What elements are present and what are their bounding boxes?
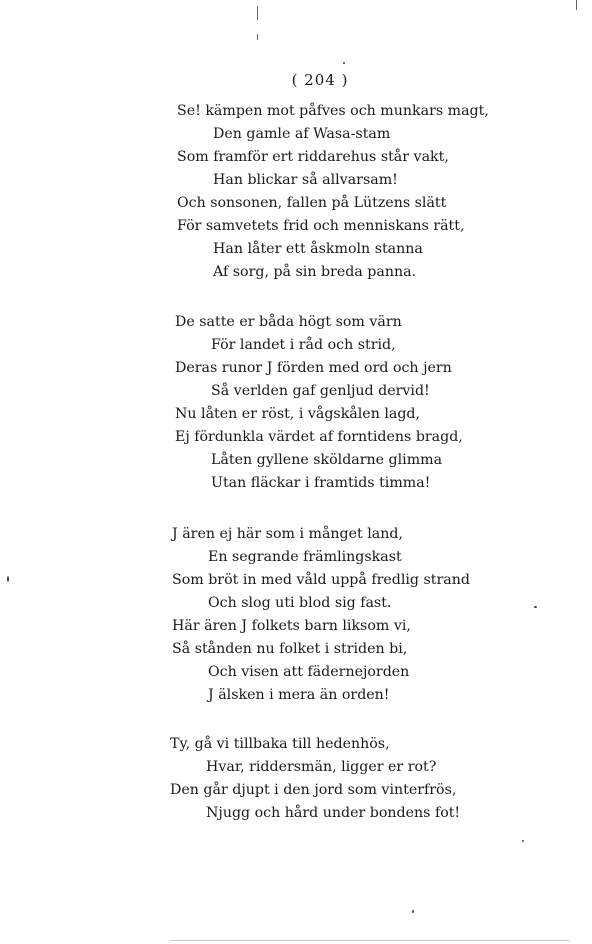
poem-line: De satte er båda högt som värn [175,314,402,330]
poem-line: Utan fläckar i framtids timma! [211,475,431,491]
poem-line: Och slog uti blod sig fast. [208,595,392,611]
poem-line: Han låter ett åskmoln stanna [213,241,423,257]
scan-speck [534,606,537,608]
scan-speck [522,840,524,842]
poem-line: Som bröt in med våld uppå fredlig strand [172,572,470,588]
poem-line: Och sonsonen, fallen på Lützens slätt [177,195,447,211]
scan-speck [343,62,345,64]
scan-artifact [576,0,577,10]
poem-line: Här ären J folkets barn liksom vi, [172,618,411,634]
poem-line: Så stånden nu folket i striden bi, [172,641,408,657]
poem-line: Den gamle af Wasa-stam [213,126,391,142]
poem-line: Ej fördunkla värdet af forntidens bragd, [175,429,463,445]
poem-line: Hvar, riddersmän, ligger er rot? [206,759,437,775]
scan-artifact [257,6,258,20]
poem-line: Ty, gå vi tillbaka till hedenhös, [170,736,390,752]
poem-line: J älsken i mera än orden! [208,687,390,703]
poem-line: För samvetets frid och menniskans rätt, [177,218,465,234]
poem-line: Njugg och hård under bondens fot! [206,805,461,821]
poem-line: Den går djupt i den jord som vinterfrös, [170,782,457,798]
poem-line: Så verlden gaf genljud dervid! [211,383,430,399]
scan-artifact [257,34,258,40]
poem-line: Som framför ert riddarehus står vakt, [177,149,449,165]
poem-line: Låten gyllene sköldarne glimma [211,452,443,468]
page-number: ( 204 ) [291,71,349,89]
poem-line: Nu låten er röst, i vågskålen lagd, [175,406,421,422]
poem-line: Deras runor J förden med ord och jern [175,360,452,376]
poem-line: J ären ej här som i månget land, [172,526,403,542]
poem-line: Se! kämpen mot påfves och munkars magt, [177,103,489,119]
poem-line: För landet i råd och strid, [211,337,396,353]
poem-line: Och visen att fädernejorden [208,664,410,680]
scan-speck [412,910,414,913]
poem-line: Af sorg, på sin breda panna. [213,264,417,280]
scan-speck [7,576,9,582]
poem-line: Han blickar så allvarsam! [213,172,398,188]
scan-artifact [170,940,570,941]
poem-line: En segrande främlingskast [208,549,402,565]
